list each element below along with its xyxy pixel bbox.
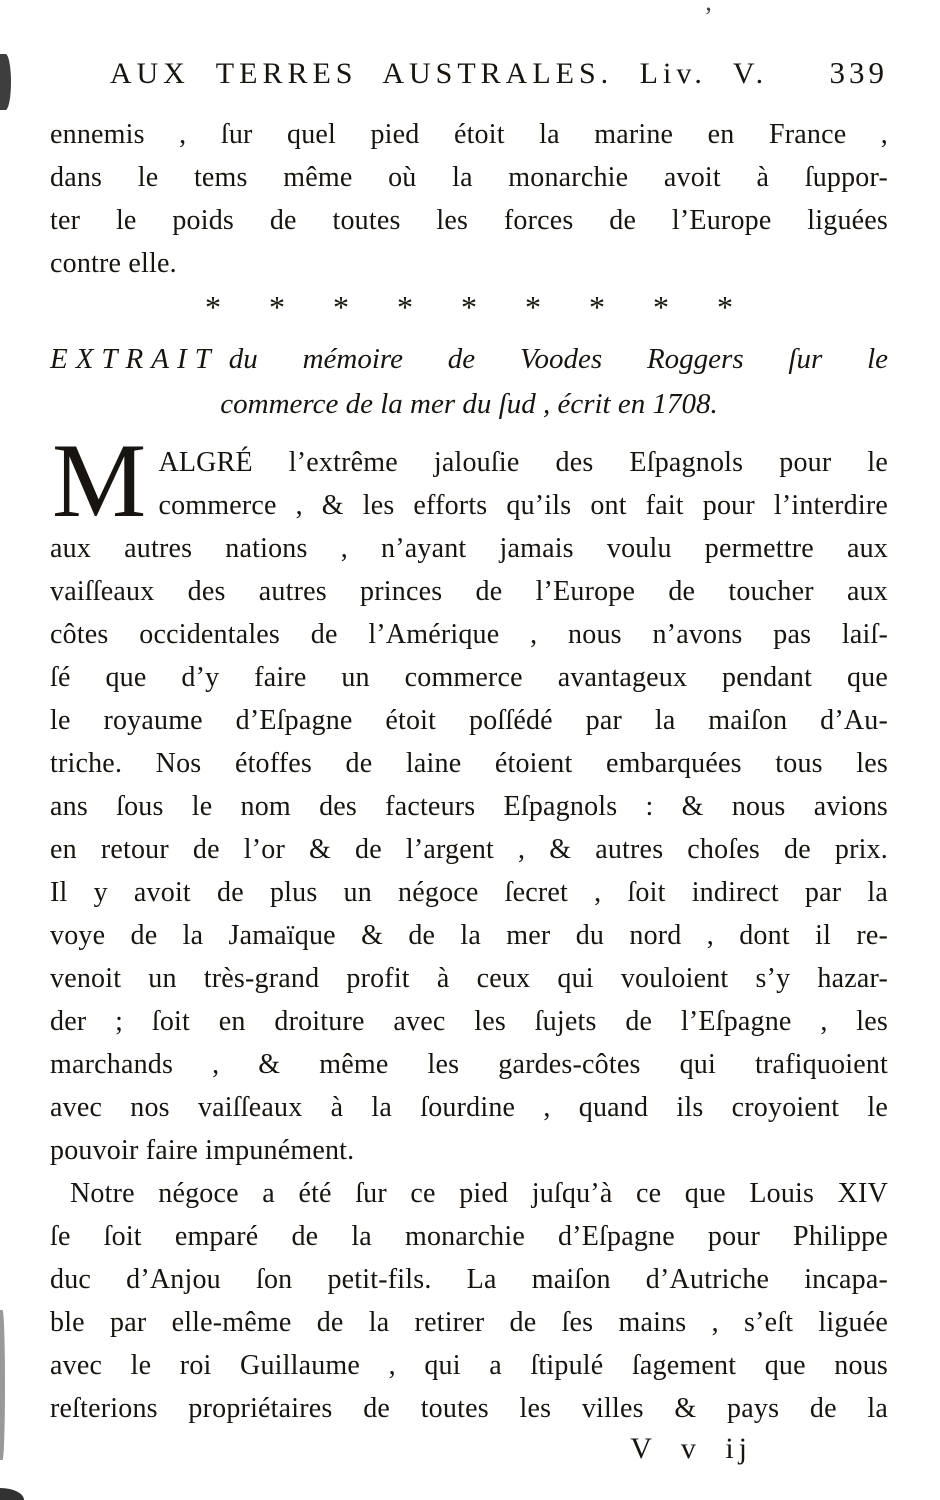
text-line: vaiſſeaux des autres princes de l’Europe de toucher aux: [50, 576, 888, 607]
text-line: avec nos vaiſſeaux à la ſourdine , quand ils croyoient le: [50, 1092, 888, 1123]
page-number: 339: [829, 55, 888, 90]
text-line: Notre négoce a été ſur ce pied juſqu’à ce que Louis XIV: [70, 1178, 888, 1209]
memoir-paragraph: [50, 422, 888, 1172]
text-line: venoit un très-grand profit à ceux qui vouloient s’y hazar-: [50, 963, 888, 994]
text-line: ans ſous le nom des facteurs Eſpagnols : & nous avions: [50, 791, 888, 822]
text-line: ble par elle-même de la retirer de ſes mains , s’eſt liguée: [50, 1307, 888, 1338]
text-line: ſe ſoit emparé de la monarchie d’Eſpagne pour Philippe: [50, 1221, 888, 1252]
asterisk-ornament: * * * * * * * * *: [205, 289, 753, 325]
section-heading: [50, 337, 888, 427]
text-line: contre elle.: [50, 248, 177, 279]
text-line: commerce , & les efforts qu’ils ont fait pour l’interdire: [158, 490, 888, 521]
drop-cap-letter: M: [52, 422, 147, 539]
text-line: avec le roi Guillaume , qui a ſtipulé ſagement que nous: [50, 1350, 888, 1381]
text-line: aux autres nations , n’ayant jamais voulu permettre aux: [50, 533, 888, 564]
text-line: ter le poids de toutes les forces de l’Europe liguées: [50, 205, 888, 236]
text-line: pouvoir faire impunément.: [50, 1135, 355, 1166]
text-line: reſterions propriétaires de toutes les villes & pays de la: [50, 1393, 888, 1424]
heading-line1-rest: du mémoire de Voodes Roggers ſur le: [228, 343, 888, 375]
text-line: voye de la Jamaïque & de la mer du nord , dont il re-: [50, 920, 888, 951]
text-line: en retour de l’or & de l’argent , & autres choſes de prix.: [50, 834, 888, 865]
text-line: der ; ſoit en droiture avec les ſujets de l’Eſpagne , les: [50, 1006, 888, 1037]
text-line: triche. Nos étoffes de laine étoient embarquées tous les: [50, 748, 888, 779]
heading-line-1: [50, 337, 888, 382]
heading-line-2: commerce de la mer du ſud , écrit en 1708.: [220, 388, 718, 420]
closing-paragraph: [50, 1172, 888, 1430]
text-line: ennemis , ſur quel pied étoit la marine en France ,: [50, 119, 888, 150]
signature-mark: V v ij: [630, 1432, 752, 1465]
scan-artifact: [0, 54, 11, 110]
page-title: AUX TERRES AUSTRALES. Liv. V.: [109, 57, 769, 90]
text-line: marchands , & même les gardes-côtes qui trafiquoient: [50, 1049, 888, 1080]
heading-word-extrait: EXTRAIT: [50, 343, 219, 375]
text-line: dans le tems même où la monarchie avoit à ſuppor-: [50, 162, 888, 193]
text-line: le royaume d’Eſpagne étoit poſſédé par la maiſon d’Au-: [50, 705, 888, 736]
text-line: duc d’Anjou ſon petit-fils. La maiſon d’Autriche incapa-: [50, 1264, 888, 1295]
text-line: ALGRÉ l’extrême jalouſie des Eſpagnols pour le: [158, 447, 888, 478]
text-line: Il y avoit de plus un négoce ſecret , ſoit indirect par la: [50, 877, 888, 908]
running-header: [50, 54, 888, 93]
ink-mark: ’: [704, 2, 713, 31]
text-line: côtes occidentales de l’Amérique , nous n’avons pas laiſ-: [50, 619, 888, 650]
text-line: ſé que d’y faire un commerce avantageux pendant que: [50, 662, 888, 693]
intro-paragraph: [50, 113, 888, 285]
scan-artifact: [0, 1310, 5, 1460]
